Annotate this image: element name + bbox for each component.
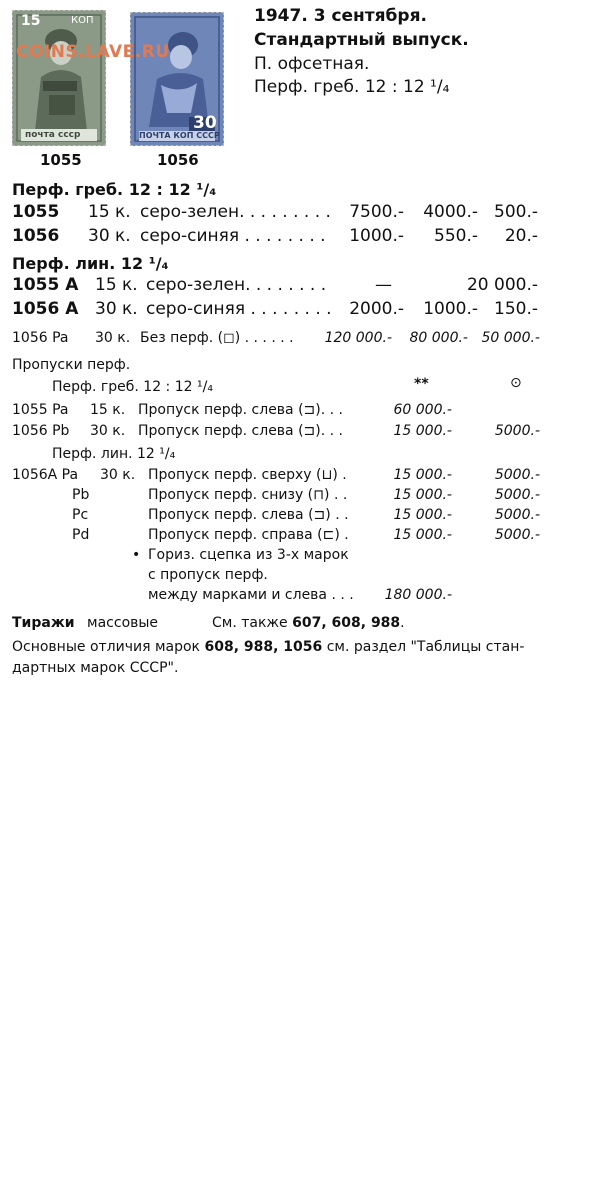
stamp-kop-green: КОП	[71, 15, 94, 26]
bullet-marker: •	[132, 547, 141, 563]
catalog-number: Pb	[72, 487, 90, 503]
price-mint: 15 000.-	[393, 423, 452, 439]
color-description: серо-зелен. . . . . . . .	[146, 275, 327, 295]
price-mint: 15 000.-	[393, 507, 452, 523]
price-mint: 60 000.-	[393, 402, 452, 418]
denomination: 30 к.	[100, 467, 136, 483]
variety-description: Пропуск перф. сверху (⊔) .	[148, 467, 347, 483]
catalog-number: 1055 А	[12, 275, 79, 295]
site-watermark: COINS.LAVE.RU	[16, 42, 170, 62]
print-run-line	[12, 615, 158, 631]
catalog-number: 1056 Pa	[12, 330, 69, 346]
catalog-number: Pc	[72, 507, 89, 523]
price-mint: 15 000.-	[393, 527, 452, 543]
price-hinged: 1000.-	[423, 299, 478, 319]
stamp-image-1055	[12, 10, 106, 146]
stamp-caption-1055: 1055	[40, 151, 82, 169]
subheading-comb-perf: Перф. греб. 12 : 12 ¹/₄	[52, 379, 213, 395]
price-mint: 180 000.-	[384, 587, 452, 603]
catalog-number: 1055	[12, 202, 60, 222]
issue-title: Стандартный выпуск.	[254, 30, 469, 50]
differences-note-line-2: дартных марок СССР".	[12, 660, 179, 676]
strip-description-line: с пропуск перф.	[148, 567, 268, 583]
denomination: 15 к.	[95, 275, 138, 295]
variety-description: Пропуск перф. справа (⊏) .	[148, 527, 349, 543]
denomination: 30 к.	[90, 423, 126, 439]
variety-description: Пропуск перф. слева (⊐) . .	[148, 507, 349, 523]
section-heading-perf-gaps: Пропуски перф.	[12, 357, 131, 373]
see-also-label: См. также	[212, 615, 288, 631]
price-mint: 15 000.-	[393, 487, 452, 503]
print-run-label: Тиражи	[12, 615, 75, 631]
price-used: 50 000.-	[481, 330, 540, 346]
print-method: П. офсетная.	[254, 54, 370, 74]
denomination: 30 к.	[88, 226, 131, 246]
stamp-value-green: 15	[21, 13, 41, 29]
catalog-number: 1056 Pb	[12, 423, 70, 439]
column-used-marker: ⊙	[510, 375, 522, 391]
section-heading-line-perf: Перф. лин. 12 ¹/₄	[12, 254, 169, 273]
catalog-number: 1056	[12, 226, 60, 246]
price-mint: 1000.-	[349, 226, 404, 246]
issue-date: 1947. 3 сентября.	[254, 6, 427, 26]
stamp-country-green: почта ссср	[25, 130, 81, 140]
price-mint: 7500.-	[349, 202, 404, 222]
price-used: 20.-	[504, 226, 538, 246]
price-mint: —	[375, 275, 392, 295]
catalog-number: 1055 Pa	[12, 402, 69, 418]
price-mint: 15 000.-	[393, 467, 452, 483]
differences-note-line-1	[12, 639, 524, 655]
denomination: 30 к.	[95, 330, 131, 346]
price-used: 5000.-	[494, 487, 540, 503]
denomination: 15 к.	[88, 202, 131, 222]
color-description: серо-синяя . . . . . . . .	[140, 226, 326, 246]
see-also-end: .	[400, 615, 405, 631]
color-description: серо-синяя . . . . . . . .	[146, 299, 332, 319]
catalog-number: 1056A Pa	[12, 467, 79, 483]
print-run-value: массовые	[87, 615, 159, 631]
price-used: 20 000.-	[466, 275, 538, 295]
stamp-image-1056	[130, 12, 224, 146]
price-hinged: 550.-	[434, 226, 478, 246]
price-used: 5000.-	[494, 507, 540, 523]
see-also-line	[212, 615, 405, 631]
catalog-number: Pd	[72, 527, 90, 543]
subheading-line-perf: Перф. лин. 12 ¹/₄	[52, 446, 176, 462]
strip-description-line: Гориз. сцепка из 3-х марок	[148, 547, 349, 563]
color-description: серо-зелен. . . . . . . . .	[140, 202, 331, 222]
price-mint: 120 000.-	[324, 330, 392, 346]
price-used: 500.-	[494, 202, 538, 222]
variety-description: Без перф. (◻) . . . . . .	[140, 330, 294, 346]
soldier-illustration	[13, 11, 105, 145]
denomination: 30 к.	[95, 299, 138, 319]
stamp-value-blue: 30	[193, 113, 217, 133]
variety-description: Пропуск перф. снизу (⊓) . .	[148, 487, 348, 503]
stamp-country-blue: ПОЧТА КОП СССР	[139, 131, 220, 140]
see-also-numbers: 607, 608, 988	[292, 615, 401, 631]
price-hinged: 4000.-	[423, 202, 478, 222]
section-heading-comb-perf: Перф. греб. 12 : 12 ¹/₄	[12, 180, 217, 199]
stamp-caption-1056: 1056	[157, 151, 199, 169]
variety-description: Пропуск перф. слева (⊐). . .	[138, 402, 343, 418]
price-used: 150.-	[494, 299, 538, 319]
denomination: 15 к.	[90, 402, 126, 418]
catalog-number: 1056 А	[12, 299, 79, 319]
price-used: 5000.-	[494, 467, 540, 483]
price-hinged: 80 000.-	[409, 330, 468, 346]
header-perforation: Перф. греб. 12 : 12 ¹/₄	[254, 77, 450, 97]
differences-reference: см. раздел "Таблицы стан-	[326, 639, 525, 655]
differences-text: Основные отличия марок	[12, 639, 201, 655]
variety-description: Пропуск перф. слева (⊐). . .	[138, 423, 343, 439]
differences-numbers: 608, 988, 1056	[204, 639, 323, 655]
column-mint-marker: **	[414, 376, 429, 392]
price-used: 5000.-	[494, 423, 540, 439]
strip-description-line: между марками и слева . . .	[148, 587, 354, 603]
price-used: 5000.-	[494, 527, 540, 543]
price-mint: 2000.-	[349, 299, 404, 319]
